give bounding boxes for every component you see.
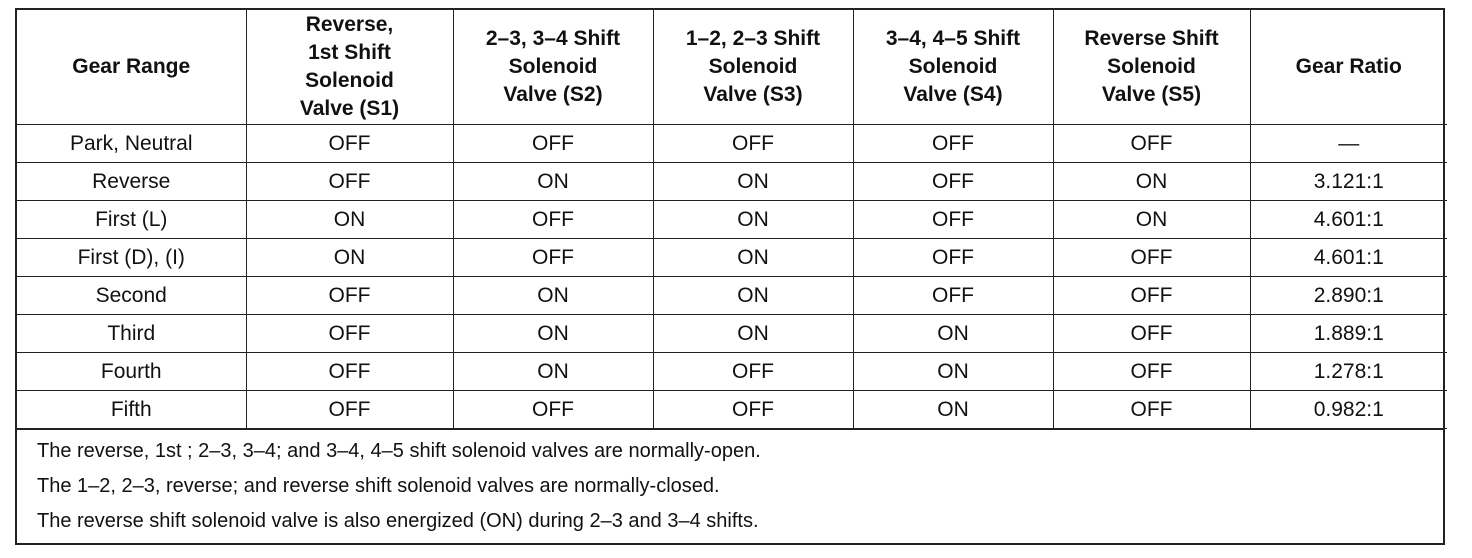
s4-cell: OFF	[853, 201, 1053, 239]
s2-cell: OFF	[453, 201, 653, 239]
s3-cell: OFF	[653, 125, 853, 163]
gear-range-cell: First (D), (I)	[17, 239, 246, 277]
gear-range-cell: Reverse	[17, 163, 246, 201]
solenoid-valve-table	[17, 10, 1447, 429]
gear-ratio-cell: —	[1250, 125, 1447, 163]
s4-cell: OFF	[853, 125, 1053, 163]
table-row	[17, 239, 1447, 277]
s5-cell: ON	[1053, 163, 1250, 201]
s2-cell: ON	[453, 277, 653, 315]
s5-cell: OFF	[1053, 277, 1250, 315]
header-gear-ratio: Gear Ratio	[1250, 10, 1447, 125]
gear-ratio-cell: 4.601:1	[1250, 239, 1447, 277]
s3-cell: ON	[653, 163, 853, 201]
s5-cell: OFF	[1053, 391, 1250, 429]
s2-cell: OFF	[453, 239, 653, 277]
s4-cell: OFF	[853, 239, 1053, 277]
s1-cell: OFF	[246, 163, 453, 201]
s3-cell: ON	[653, 315, 853, 353]
note-reverse-energized: The reverse shift solenoid valve is also energized (ON) during 2–3 and 3–4 shifts.	[37, 510, 759, 532]
table-row	[17, 277, 1447, 315]
gear-ratio-cell: 2.890:1	[1250, 277, 1447, 315]
s4-cell: OFF	[853, 163, 1053, 201]
header-row	[17, 10, 1447, 125]
s2-cell: ON	[453, 353, 653, 391]
gear-range-cell: First (L)	[17, 201, 246, 239]
gear-range-cell: Fourth	[17, 353, 246, 391]
s1-cell: OFF	[246, 277, 453, 315]
s2-cell: ON	[453, 315, 653, 353]
s1-cell: ON	[246, 239, 453, 277]
table-row	[17, 353, 1447, 391]
s3-cell: OFF	[653, 353, 853, 391]
header-s1: Reverse, 1st Shift Solenoid Valve (S1)	[246, 10, 453, 125]
gear-ratio-cell: 4.601:1	[1250, 201, 1447, 239]
s3-cell: ON	[653, 201, 853, 239]
header-s4: 3–4, 4–5 Shift Solenoid Valve (S4)	[853, 10, 1053, 125]
table-row	[17, 201, 1447, 239]
table-row	[17, 315, 1447, 353]
s3-cell: OFF	[653, 391, 853, 429]
s2-cell: OFF	[453, 125, 653, 163]
gear-range-cell: Park, Neutral	[17, 125, 246, 163]
s5-cell: OFF	[1053, 239, 1250, 277]
s4-cell: OFF	[853, 277, 1053, 315]
s2-cell: OFF	[453, 391, 653, 429]
header-gear-range: Gear Range	[17, 10, 246, 125]
s1-cell: OFF	[246, 315, 453, 353]
s1-cell: OFF	[246, 391, 453, 429]
note-normally-closed: The 1–2, 2–3, reverse; and reverse shift solenoid valves are normally-closed.	[37, 475, 720, 497]
gear-range-cell: Third	[17, 315, 246, 353]
s5-cell: ON	[1053, 201, 1250, 239]
s3-cell: ON	[653, 277, 853, 315]
s1-cell: OFF	[246, 353, 453, 391]
note-normally-open: The reverse, 1st ; 2–3, 3–4; and 3–4, 4–5 shift solenoid valves are normally-open.	[37, 440, 761, 462]
s2-cell: ON	[453, 163, 653, 201]
table-row	[17, 391, 1447, 429]
header-s5: Reverse Shift Solenoid Valve (S5)	[1053, 10, 1250, 125]
gear-ratio-cell: 0.982:1	[1250, 391, 1447, 429]
header-s2: 2–3, 3–4 Shift Solenoid Valve (S2)	[453, 10, 653, 125]
s5-cell: OFF	[1053, 125, 1250, 163]
header-s3: 1–2, 2–3 Shift Solenoid Valve (S3)	[653, 10, 853, 125]
gear-ratio-cell: 3.121:1	[1250, 163, 1447, 201]
s3-cell: ON	[653, 239, 853, 277]
gear-range-cell: Fifth	[17, 391, 246, 429]
s5-cell: OFF	[1053, 315, 1250, 353]
table-row	[17, 163, 1447, 201]
gear-ratio-cell: 1.278:1	[1250, 353, 1447, 391]
s4-cell: ON	[853, 315, 1053, 353]
s5-cell: OFF	[1053, 353, 1250, 391]
s1-cell: ON	[246, 201, 453, 239]
table-row	[17, 125, 1447, 163]
s4-cell: ON	[853, 391, 1053, 429]
table-notes	[17, 429, 1443, 543]
s1-cell: OFF	[246, 125, 453, 163]
gear-range-cell: Second	[17, 277, 246, 315]
solenoid-valve-table-sheet	[15, 8, 1445, 545]
gear-ratio-cell: 1.889:1	[1250, 315, 1447, 353]
s4-cell: ON	[853, 353, 1053, 391]
